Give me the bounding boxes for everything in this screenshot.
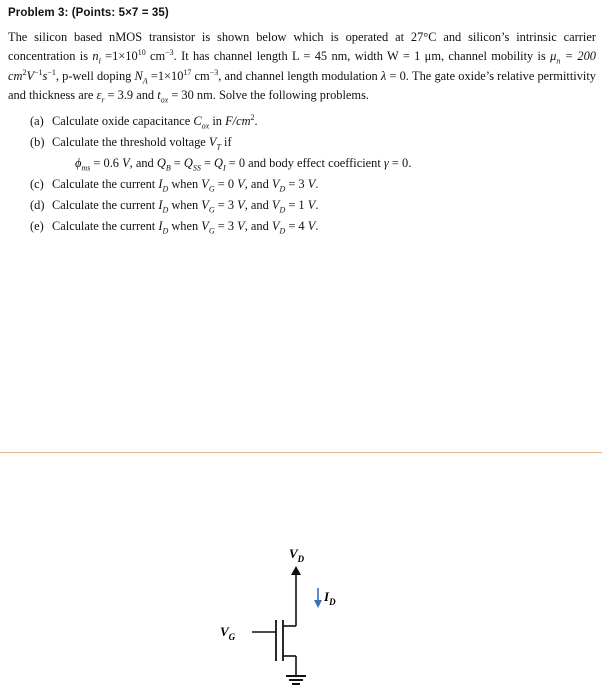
problem-intro: The silicon based nMOS transistor is shown below which is operated at 27°C and silicon’s intrinsic carrier concentration is $n_i =1\times 10^{10}$ $cm^{-3}$. It has channel length L = 45 nm, width W = 1 μm, channel mobility is $\mu_n = 200$ $cm^2V^{-1}s^{-1}$, p-well doping $N_A =1\times 10^{17}$ $cm^{-3}$, and channel length modulation λ = 0. The gate oxide’s relative permittivity and thickness are $\varepsilon_r = 3.9$ and $t_{ox} = 30$ nm. Solve the following problems. [8, 30, 596, 105]
nmos-circuit-diagram [0, 460, 602, 689]
vd-arrow-icon [291, 566, 301, 575]
id-arrow-icon [314, 600, 322, 608]
vd-label: $V_D$ [289, 546, 305, 564]
part-b: (b) Calculate the threshold voltage $V_T$ if [30, 135, 232, 152]
part-b-conditions: $\phi_{ms} = 0.6$ V, and $Q_B = Q_{SS} = Q_I = 0$ and body effect coefficient γ = 0. [75, 156, 412, 173]
part-c: (c) Calculate the current $I_D$ when $V_G = 0$ V, and $V_D = 3$ V. [30, 177, 319, 194]
id-label: $I_D$ [324, 589, 336, 607]
problem-parts [8, 111, 596, 237]
vg-label: $V_G$ [220, 624, 236, 642]
part-a: (a) Calculate oxide capacitance $C_{ox}$ in $F/cm^2$. [30, 112, 258, 131]
problem-heading: Problem 3: (Points: 5×7 = 35) [8, 7, 169, 19]
problem-statement [8, 4, 596, 237]
section-divider [0, 452, 602, 453]
part-d: (d) Calculate the current $I_D$ when $V_G = 3$ V, and $V_D = 1$ V. [30, 198, 319, 215]
part-e: (e) Calculate the current $I_D$ when $V_G = 3$ V, and $V_D = 4$ V. [30, 219, 319, 236]
